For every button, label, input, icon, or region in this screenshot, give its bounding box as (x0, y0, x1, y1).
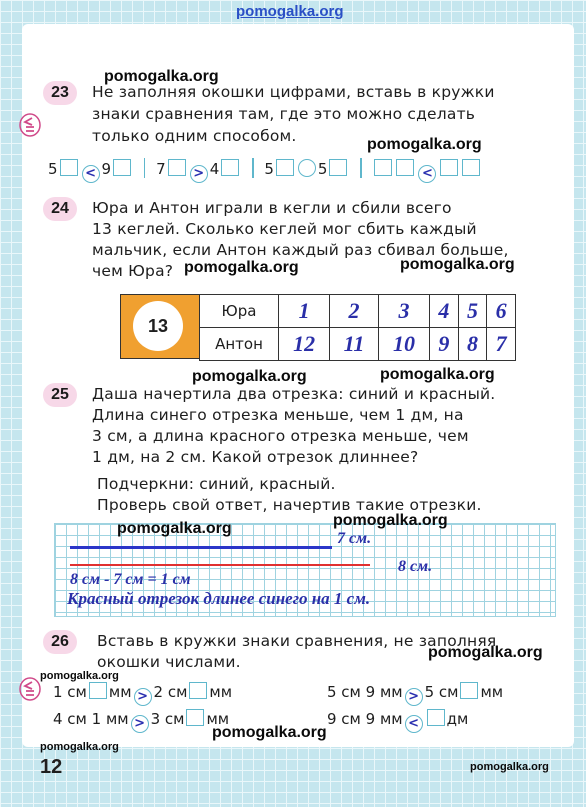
task-25-underline-instruction: Подчеркни: синий, красный. (97, 475, 336, 493)
table-cell[interactable]: 7 (487, 328, 516, 361)
compare-circle[interactable] (298, 159, 316, 177)
watermark: pomogalka.org (184, 259, 299, 276)
task-23-line-2: знаки сравнения там, где это можно сделать (92, 105, 476, 123)
red-segment-length: 8 см. (398, 558, 433, 575)
answer-statement: Красный отрезок длинее синего на 1 см. (67, 589, 371, 608)
task-26-line-1: Вставь в кружки знаки сравнения, не заполняя (97, 632, 497, 650)
task-24-line-2: 13 кеглей. Сколько кеглей мог сбить каждый (92, 220, 477, 238)
row-label: Антон (200, 328, 279, 361)
divider (144, 158, 146, 178)
answer-box[interactable] (374, 159, 392, 176)
compare-circle[interactable]: < (82, 165, 100, 183)
answer-box[interactable] (221, 159, 239, 176)
blue-segment-length: 7 см. (337, 530, 372, 547)
task-24-line-3: мальчик, если Антон каждый раз сбивал больше, (92, 241, 509, 259)
answer-box[interactable] (186, 709, 204, 726)
watermark: pomogalka.org (470, 761, 549, 773)
task-26-number: 26 (43, 630, 77, 654)
watermark: pomogalka.org (192, 368, 307, 385)
watermark: pomogalka.org (400, 256, 515, 273)
task-25-number: 25 (43, 383, 77, 407)
answer-box[interactable] (427, 709, 445, 726)
task-24-line-1: Юра и Антон играли в кегли и сбили всего (92, 199, 452, 217)
task-23-line-3: только одним способом. (92, 127, 297, 145)
answer-box[interactable] (462, 159, 480, 176)
table-cell[interactable]: 10 (378, 328, 429, 361)
expr-right-value: 3 см (150, 710, 185, 728)
expr-left-value: 1 см (53, 683, 87, 701)
task-25-line-1: Даша начертила два отрезка: синий и красный. (92, 385, 496, 403)
task-26-row-4 (327, 709, 468, 733)
watermark: pomogalka.org (104, 68, 219, 85)
expr-3-left: 5 (264, 160, 274, 178)
task-25-line-2: Длина синего отрезка меньше, чем 1 дм, на (92, 406, 464, 424)
compare-circle[interactable]: > (405, 688, 423, 706)
table-cell[interactable]: 2 (330, 295, 379, 328)
expr-right-unit: мм (209, 683, 233, 701)
table-cell[interactable]: 6 (487, 295, 516, 328)
answer-box[interactable] (113, 159, 131, 176)
expr-right-unit: мм (480, 683, 504, 701)
watermark: pomogalka.org (367, 136, 482, 153)
page-number: 12 (40, 756, 63, 778)
total-circle: 13 (133, 301, 183, 351)
answer-box[interactable] (276, 159, 294, 176)
table-cell[interactable]: 11 (330, 328, 379, 361)
watermark: pomogalka.org (40, 670, 119, 682)
blue-segment (70, 546, 332, 549)
compare-circle[interactable]: > (190, 165, 208, 183)
watermark: pomogalka.org (333, 512, 448, 529)
answer-box[interactable] (168, 159, 186, 176)
total-panel (120, 294, 200, 359)
task-25-draw-instruction: Проверь свой ответ, начертив такие отрезки. (97, 496, 482, 514)
task-26-row-2 (53, 709, 229, 733)
table-cell[interactable]: 8 (458, 328, 487, 361)
compare-sign-icon (18, 676, 42, 702)
expr-left-value: 5 см 9 мм (327, 683, 403, 701)
compare-circle[interactable]: < (405, 715, 423, 733)
expr-right-unit: мм (206, 710, 230, 728)
table-cell[interactable]: 5 (458, 295, 487, 328)
expr-3-right: 5 (317, 160, 328, 178)
task-25-line-3: 3 см, а длина красного отрезка меньше, чем (92, 427, 469, 445)
answer-box[interactable] (89, 682, 107, 699)
expr-right-unit: дм (446, 710, 469, 728)
watermark: pomogalka.org (117, 520, 232, 537)
answer-box[interactable] (396, 159, 414, 176)
answer-box[interactable] (189, 682, 207, 699)
task-23-number: 23 (43, 81, 77, 105)
table-cell[interactable]: 1 (279, 295, 330, 328)
answer-table (199, 294, 516, 361)
compare-sign-icon (18, 112, 42, 138)
task-26-row-3 (327, 682, 503, 706)
expr-2-left: 7 (156, 160, 166, 178)
compare-circle[interactable]: > (134, 688, 152, 706)
task-26-row-1 (53, 682, 232, 706)
table-cell[interactable]: 3 (378, 295, 429, 328)
table-cell[interactable]: 12 (279, 328, 330, 361)
task-23-line-1: Не заполняя окошки цифрами, вставь в кружки (92, 83, 495, 101)
task-25-line-4: 1 дм, на 2 см. Какой отрезок длиннее? (92, 448, 419, 466)
task-23-expressions (48, 158, 482, 183)
expr-left-unit: мм (108, 683, 132, 701)
expr-1-right: 9 (101, 160, 112, 178)
expr-left-value: 4 см 1 мм (53, 710, 129, 728)
compare-circle[interactable]: > (131, 715, 149, 733)
watermark: pomogalka.org (40, 741, 119, 753)
watermark-top: pomogalka.org (236, 3, 344, 20)
answer-box[interactable] (460, 682, 478, 699)
table-cell[interactable]: 4 (430, 295, 459, 328)
expr-left-value: 9 см 9 мм (327, 710, 403, 728)
expr-1-left: 5 (48, 160, 58, 178)
answer-box[interactable] (440, 159, 458, 176)
expr-right-value: 5 см (424, 683, 459, 701)
table-row-anton (200, 328, 516, 361)
divider (360, 158, 362, 178)
answer-box[interactable] (60, 159, 78, 176)
expr-2-right: 4 (209, 160, 220, 178)
task-24-number: 24 (43, 197, 77, 221)
answer-box[interactable] (329, 159, 347, 176)
table-cell[interactable]: 9 (430, 328, 459, 361)
difference-calculation: 8 см - 7 см = 1 см (70, 571, 191, 588)
expr-right-value: 2 см (153, 683, 188, 701)
task-24-line-4: чем Юра? (92, 262, 174, 280)
row-label: Юра (200, 295, 279, 328)
compare-circle[interactable]: < (418, 165, 436, 183)
divider (252, 158, 254, 178)
watermark: pomogalka.org (428, 644, 543, 661)
watermark: pomogalka.org (212, 724, 327, 741)
watermark: pomogalka.org (380, 366, 495, 383)
red-segment (70, 564, 370, 566)
table-row-yura (200, 295, 516, 328)
task-26-line-2: окошки числами. (97, 653, 241, 671)
